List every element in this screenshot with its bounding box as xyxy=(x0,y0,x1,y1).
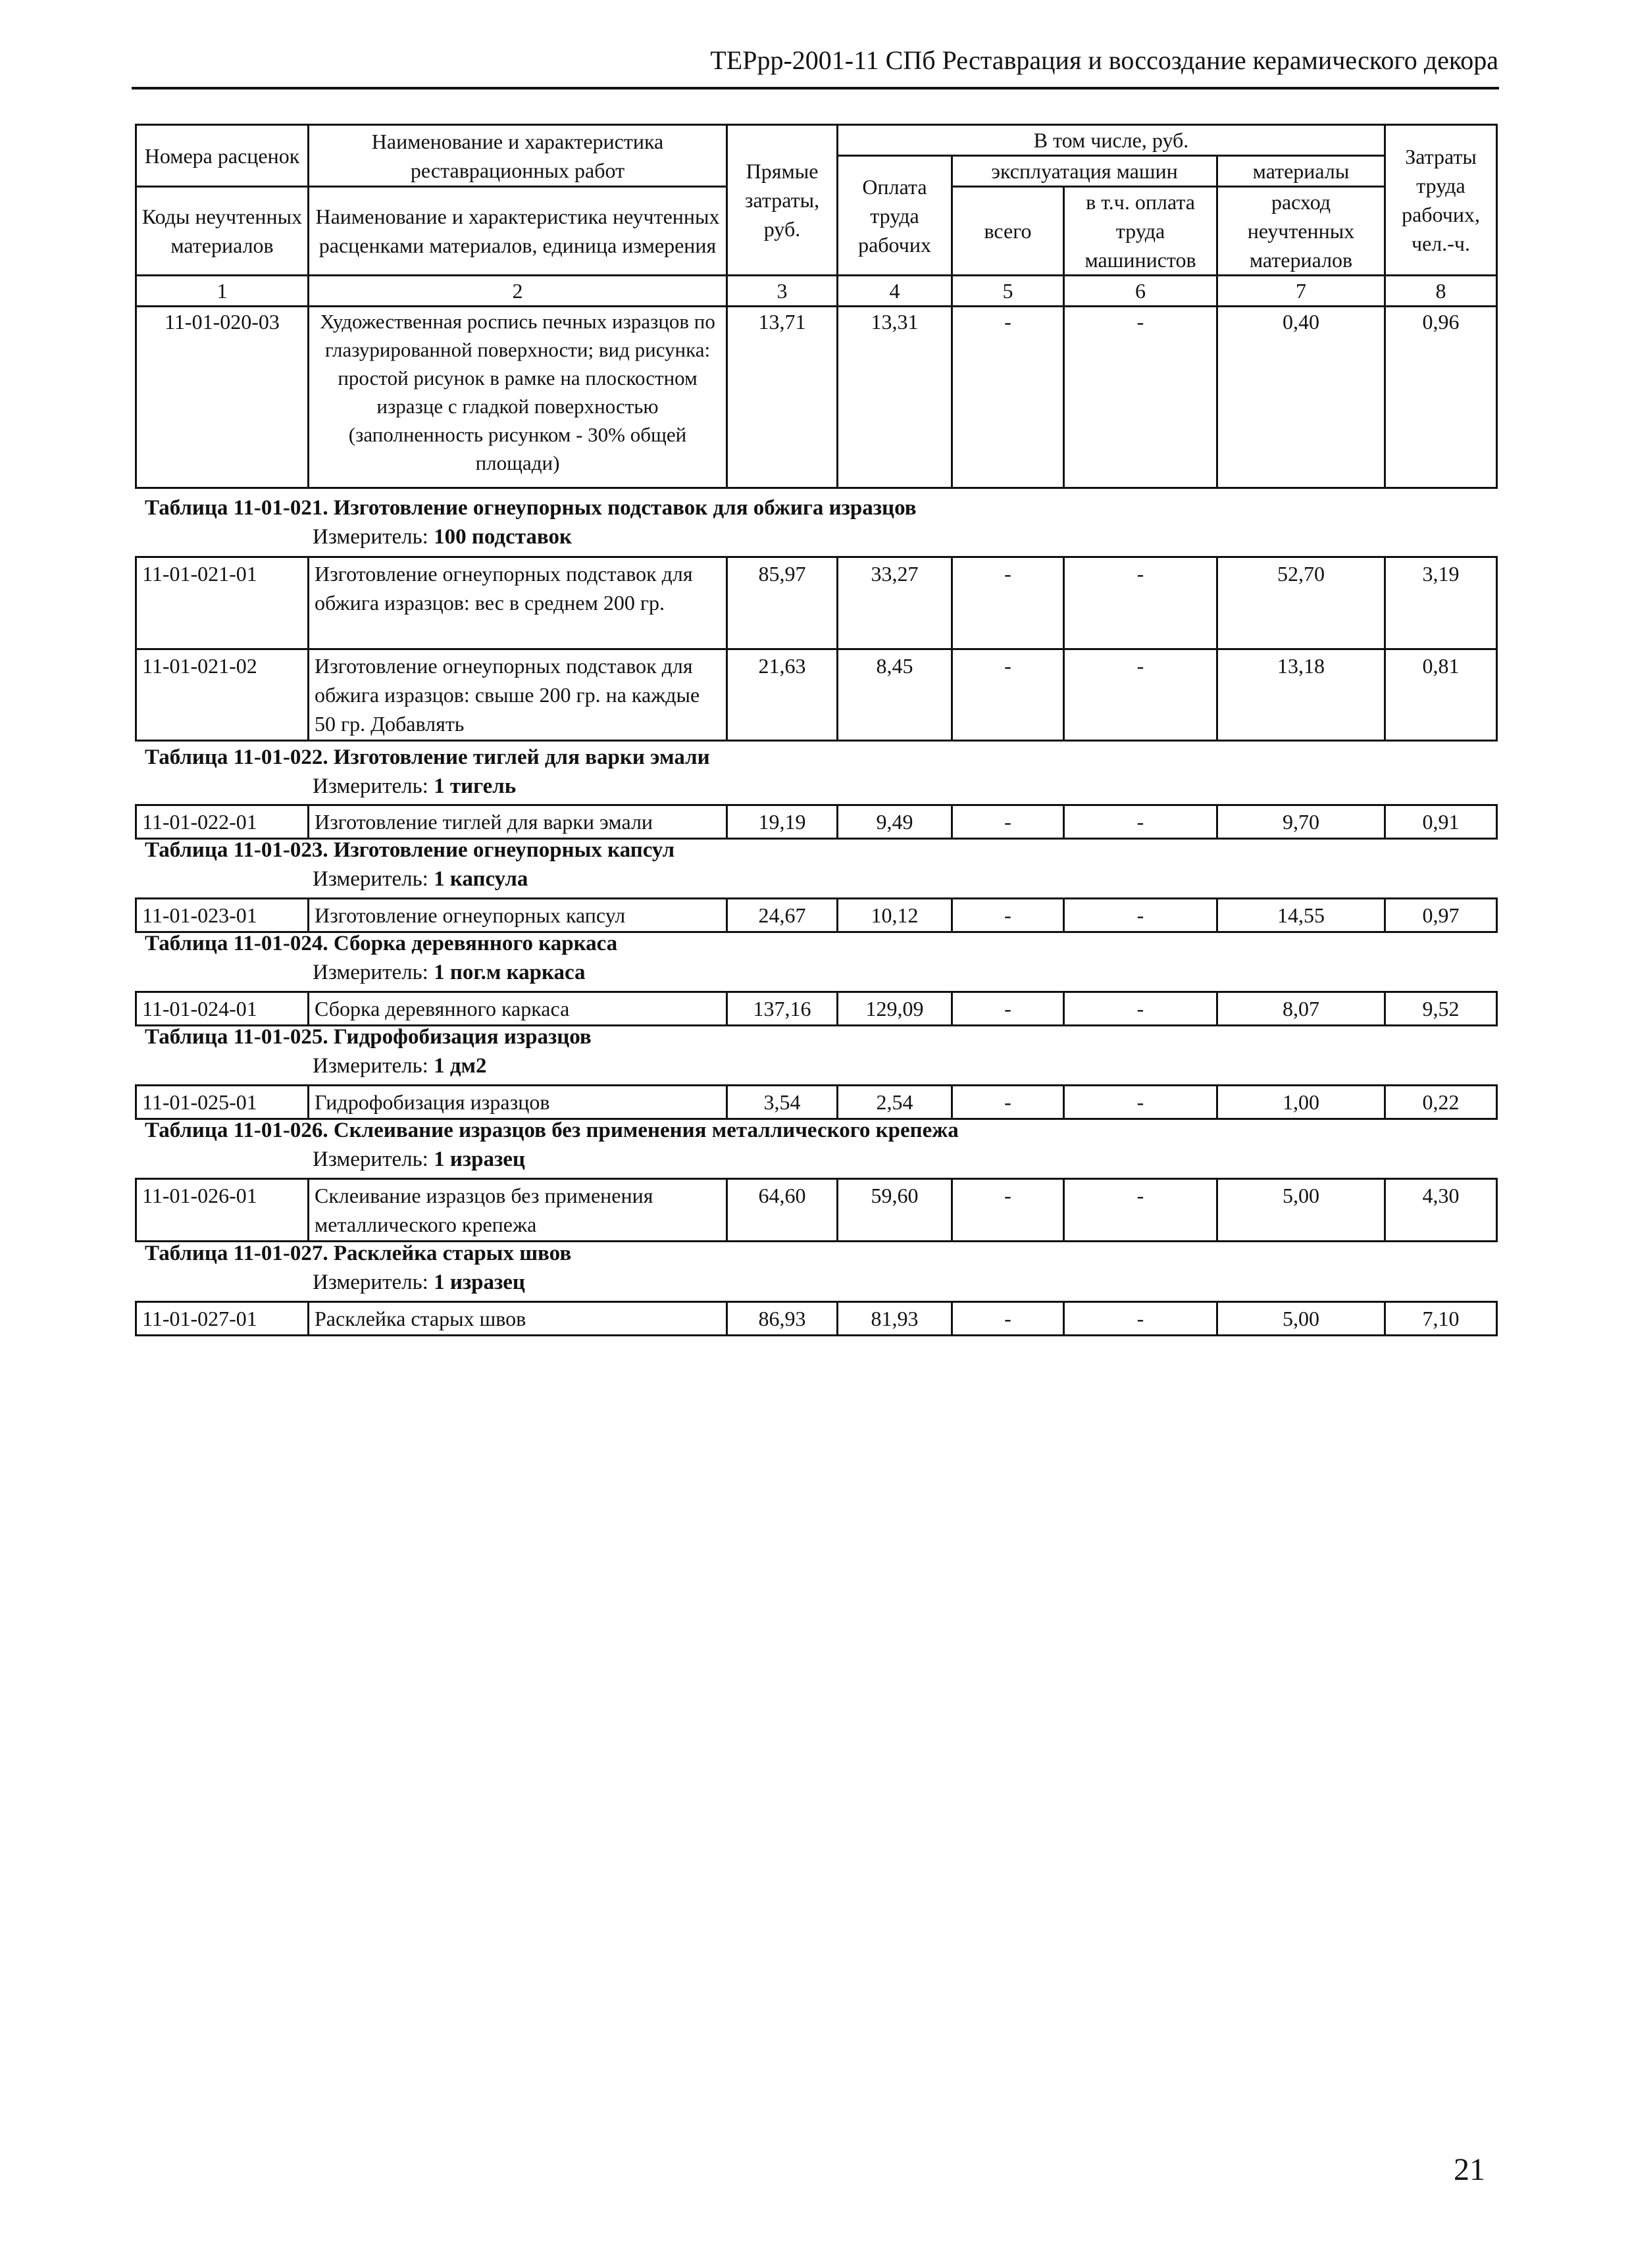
col-materials-unaccounted: расход неучтенных материалов xyxy=(1217,187,1385,276)
rate-name: Изготовление огнеупорных капсул xyxy=(309,899,727,932)
rate-labor: 10,12 xyxy=(838,899,952,932)
rates-table xyxy=(135,1301,1498,1336)
rate-machines-operators: - xyxy=(1064,992,1217,1026)
table-unit: Измеритель: 1 тигель xyxy=(313,774,517,798)
rate-labor-hours: 0,91 xyxy=(1385,805,1497,839)
rate-materials: 1,00 xyxy=(1217,1086,1385,1119)
rate-code: 11-01-025-01 xyxy=(136,1086,309,1119)
column-number: 4 xyxy=(838,276,952,307)
rate-labor: 13,31 xyxy=(838,307,952,488)
column-number: 6 xyxy=(1064,276,1217,307)
rate-machines-operators: - xyxy=(1064,1302,1217,1336)
rate-direct: 86,93 xyxy=(727,1302,838,1336)
table-unit: Измеритель: 1 пог.м каркаса xyxy=(313,961,586,984)
table-unit: Измеритель: 1 изразец xyxy=(313,1147,525,1171)
rate-labor-hours: 0,22 xyxy=(1385,1086,1497,1119)
rate-name: Изготовление тиглей для варки эмали xyxy=(309,805,727,839)
col-name-top: Наименование и характеристика реставрационных работ xyxy=(309,125,727,187)
rate-machines-operators: - xyxy=(1064,1086,1217,1119)
table-caption: Таблица 11-01-022. Изготовление тиглей для варки эмали xyxy=(145,745,710,769)
rate-labor-hours: 0,96 xyxy=(1385,307,1497,488)
column-number: 7 xyxy=(1217,276,1385,307)
rate-name: Художественная роспись печных изразцов по глазурированной поверхности; вид рисунка: простой рисунок в рамке на плоскостном изразце с гладкой поверхностью (заполненность рисунком - 30% общей площади) xyxy=(309,307,727,488)
rate-materials: 14,55 xyxy=(1217,899,1385,932)
column-number: 5 xyxy=(952,276,1064,307)
rate-labor: 59,60 xyxy=(838,1179,952,1242)
rate-direct: 64,60 xyxy=(727,1179,838,1242)
col-machines: эксплуатация машин xyxy=(952,156,1217,187)
rate-materials: 13,18 xyxy=(1217,649,1385,741)
column-number: 1 xyxy=(136,276,309,307)
col-including: В том числе, руб. xyxy=(838,125,1385,156)
rate-name: Гидрофобизация изразцов xyxy=(309,1086,727,1119)
rate-direct: 137,16 xyxy=(727,992,838,1026)
rate-code: 11-01-024-01 xyxy=(136,992,309,1026)
table-unit: Измеритель: 100 подставок xyxy=(313,525,572,549)
col-labor-cost: Затраты труда рабочих, чел.-ч. xyxy=(1385,125,1497,276)
rate-name: Изготовление огнеупорных подставок для обжига изразцов: вес в среднем 200 гр. xyxy=(309,557,727,649)
table-row xyxy=(136,307,1497,488)
rate-machines-operators: - xyxy=(1064,307,1217,488)
rates-table xyxy=(135,991,1498,1026)
rates-table xyxy=(135,556,1498,742)
rate-direct: 21,63 xyxy=(727,649,838,741)
rate-machines-total: - xyxy=(952,992,1064,1026)
rate-labor: 33,27 xyxy=(838,557,952,649)
rate-machines-total: - xyxy=(952,1179,1064,1242)
table-row xyxy=(136,805,1497,839)
rate-materials: 52,70 xyxy=(1217,557,1385,649)
rate-code: 11-01-020-03 xyxy=(136,307,309,488)
table-row xyxy=(136,1302,1497,1336)
rate-name: Изготовление огнеупорных подставок для обжига изразцов: свыше 200 гр. на каждые 50 гр. Добавлять xyxy=(309,649,727,741)
rate-machines-operators: - xyxy=(1064,649,1217,741)
page-number: 21 xyxy=(1454,2152,1485,2187)
table-unit: Измеритель: 1 изразец xyxy=(313,1271,525,1294)
column-number-row xyxy=(136,276,1497,307)
table-unit: Измеритель: 1 капсула xyxy=(313,867,528,891)
rate-labor: 9,49 xyxy=(838,805,952,839)
table-row xyxy=(136,899,1497,932)
col-number-bottom: Коды неучтенных материалов xyxy=(136,187,309,276)
rate-materials: 9,70 xyxy=(1217,805,1385,839)
rate-machines-operators: - xyxy=(1064,899,1217,932)
rates-table xyxy=(135,897,1498,933)
column-number: 3 xyxy=(727,276,838,307)
rate-machines-operators: - xyxy=(1064,1179,1217,1242)
rate-labor-hours: 4,30 xyxy=(1385,1179,1497,1242)
col-materials: материалы xyxy=(1217,156,1385,187)
rate-direct: 19,19 xyxy=(727,805,838,839)
rate-code: 11-01-026-01 xyxy=(136,1179,309,1242)
rate-labor-hours: 0,81 xyxy=(1385,649,1497,741)
column-number: 8 xyxy=(1385,276,1497,307)
table-row xyxy=(136,1086,1497,1119)
rate-labor-hours: 0,97 xyxy=(1385,899,1497,932)
rate-labor-hours: 3,19 xyxy=(1385,557,1497,649)
rate-materials: 5,00 xyxy=(1217,1302,1385,1336)
table-row xyxy=(136,557,1497,649)
rate-name: Расклейка старых швов xyxy=(309,1302,727,1336)
rates-table xyxy=(135,804,1498,840)
rate-name: Склеивание изразцов без применения металлического крепежа xyxy=(309,1179,727,1242)
rate-labor: 8,45 xyxy=(838,649,952,741)
rate-machines-total: - xyxy=(952,1302,1064,1336)
rate-materials: 5,00 xyxy=(1217,1179,1385,1242)
col-machines-total: всего xyxy=(952,187,1064,276)
rate-direct: 24,67 xyxy=(727,899,838,932)
table-row xyxy=(136,1179,1497,1242)
rate-machines-total: - xyxy=(952,557,1064,649)
rates-table xyxy=(135,1084,1498,1120)
col-number-top: Номера расценок xyxy=(136,125,309,187)
rate-labor-hours: 9,52 xyxy=(1385,992,1497,1026)
rate-code: 11-01-021-01 xyxy=(136,557,309,649)
rate-labor: 129,09 xyxy=(838,992,952,1026)
rate-machines-operators: - xyxy=(1064,805,1217,839)
rate-direct: 85,97 xyxy=(727,557,838,649)
table-row xyxy=(136,649,1497,741)
rate-machines-total: - xyxy=(952,649,1064,741)
rate-machines-operators: - xyxy=(1064,557,1217,649)
rate-code: 11-01-022-01 xyxy=(136,805,309,839)
rate-materials: 8,07 xyxy=(1217,992,1385,1026)
rate-machines-total: - xyxy=(952,1086,1064,1119)
rate-code: 11-01-027-01 xyxy=(136,1302,309,1336)
rate-direct: 3,54 xyxy=(727,1086,838,1119)
rate-direct: 13,71 xyxy=(727,307,838,488)
rate-machines-total: - xyxy=(952,899,1064,932)
column-number: 2 xyxy=(309,276,727,307)
table-unit: Измеритель: 1 дм2 xyxy=(313,1054,487,1078)
rate-name: Сборка деревянного каркаса xyxy=(309,992,727,1026)
col-machines-operators: в т.ч. оплата труда машинистов xyxy=(1064,187,1217,276)
rate-machines-total: - xyxy=(952,307,1064,488)
table-caption: Таблица 11-01-026. Склеивание изразцов без применения металлического крепежа xyxy=(145,1119,959,1142)
table-caption: Таблица 11-01-024. Сборка деревянного каркаса xyxy=(145,932,618,955)
running-header-title: ТЕРрр-2001-11 СПб Реставрация и воссоздание керамического декора xyxy=(710,45,1498,75)
rates-table xyxy=(135,1178,1498,1242)
rate-labor: 2,54 xyxy=(838,1086,952,1119)
table-caption: Таблица 11-01-025. Гидрофобизация изразцов xyxy=(145,1025,592,1049)
table-caption: Таблица 11-01-027. Расклейка старых швов xyxy=(145,1242,572,1265)
table-caption: Таблица 11-01-023. Изготовление огнеупорных капсул xyxy=(145,838,675,862)
rate-materials: 0,40 xyxy=(1217,307,1385,488)
rate-labor: 81,93 xyxy=(838,1302,952,1336)
col-labor-pay: Оплата труда рабочих xyxy=(838,156,952,276)
table-row xyxy=(136,992,1497,1026)
rates-table-header xyxy=(135,124,1498,489)
rate-labor-hours: 7,10 xyxy=(1385,1302,1497,1336)
col-direct: Прямые затраты, руб. xyxy=(727,125,838,276)
rate-code: 11-01-021-02 xyxy=(136,649,309,741)
col-name-bottom: Наименование и характеристика неучтенных расценками материалов, единица измерения xyxy=(309,187,727,276)
table-caption: Таблица 11-01-021. Изготовление огнеупорных подставок для обжига изразцов xyxy=(145,496,917,520)
rate-machines-total: - xyxy=(952,805,1064,839)
header-rule xyxy=(132,87,1499,89)
rate-code: 11-01-023-01 xyxy=(136,899,309,932)
